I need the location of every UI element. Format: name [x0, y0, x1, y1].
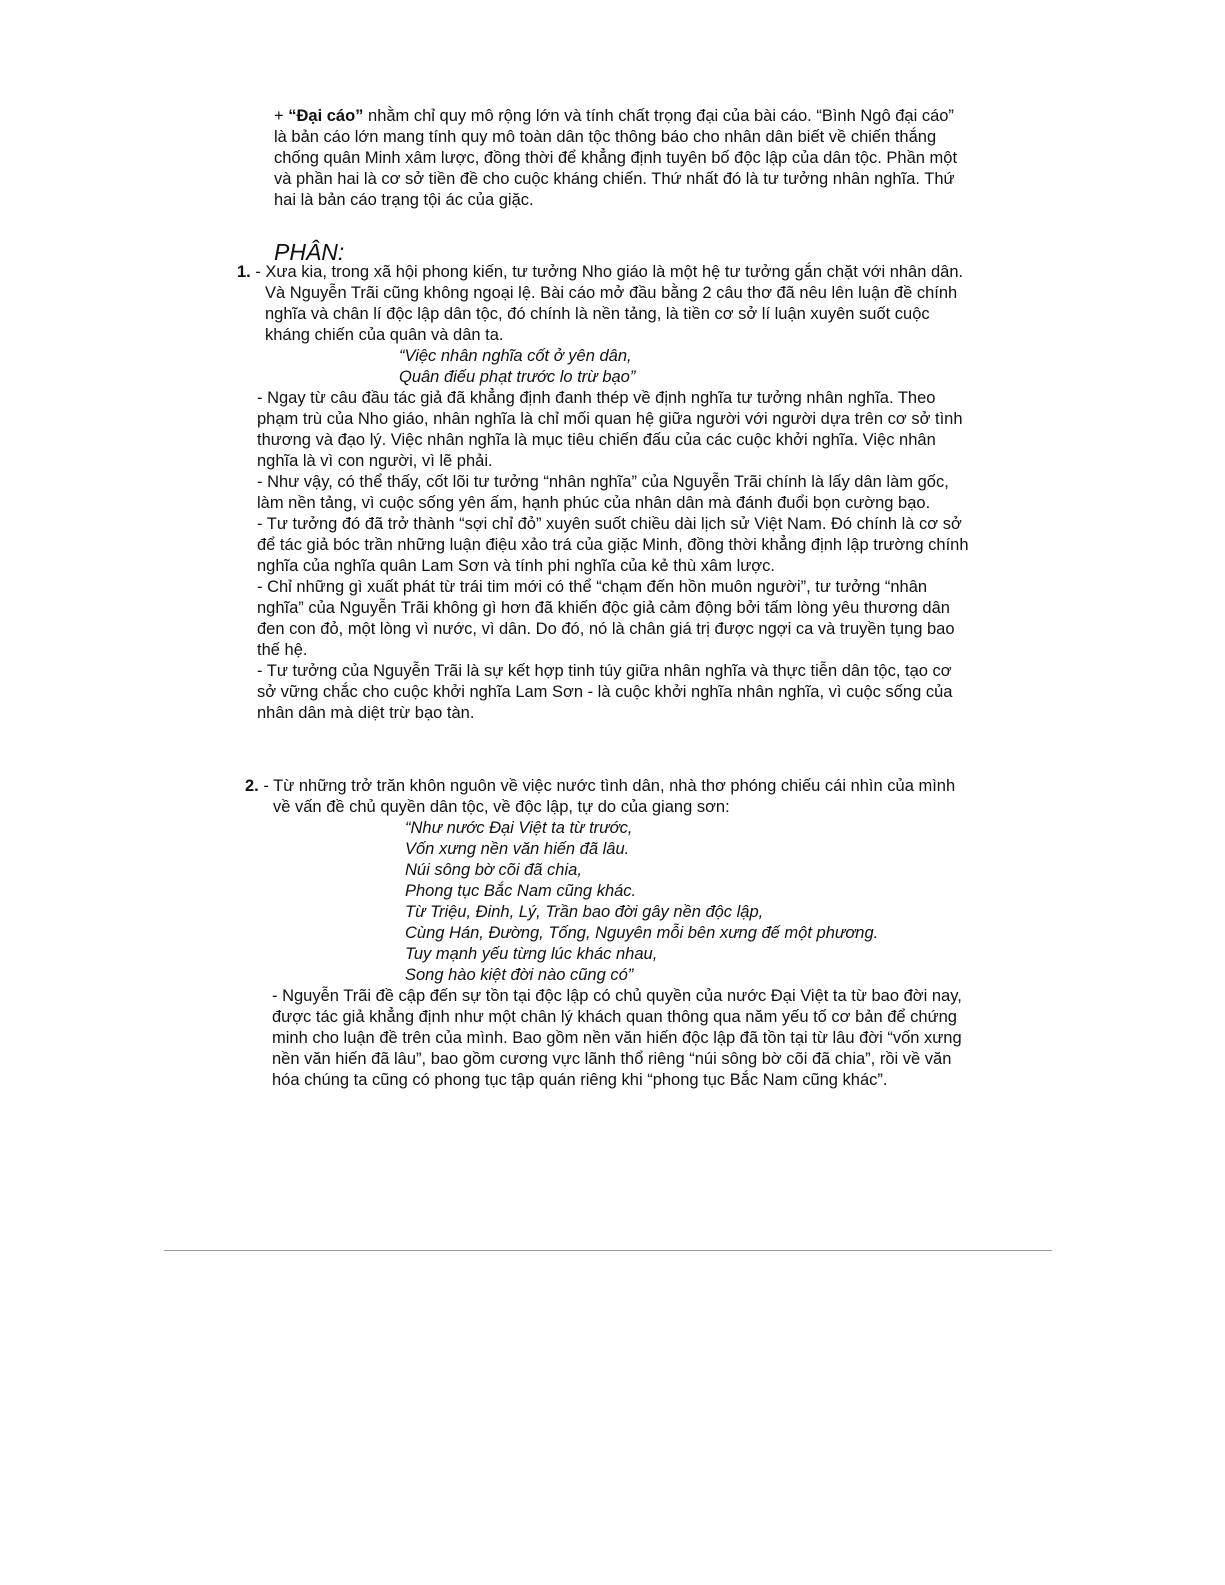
section-2-lead-text: - Từ những trở trăn khôn nguôn về việc nước tình dân, nhà thơ phóng chiếu cái nhìn của mình về vấn đề chủ quyền dân tộc, về độc lập, tự do của giang sơn: [258, 777, 956, 816]
poem-line: Vốn xưng nền văn hiến đã lâu. [405, 840, 630, 858]
section-2-poem [405, 818, 965, 986]
paragraph: - Như vậy, có thể thấy, cốt lõi tư tưởng “nhân nghĩa” của Nguyễn Trãi chính là lấy dân làm gốc, làm nền tảng, vì cuộc sống yên ấm, hạnh phúc của nhân dân mà đánh đuổi bọn cường bạo. [257, 473, 949, 512]
paragraph: - Chỉ những gì xuất phát từ trái tim mới có thể “chạm đến hồn muôn người”, tư tưởng “nhân nghĩa” của Nguyễn Trãi không gì hơn đã khiến độc giả cảm động bởi tấm lòng yêu thương dân đen con đỏ, một lòng vì nước, vì dân. Do đó, nó là chân giá trị được ngợi ca và truyền tụng bao thế hệ. [257, 578, 955, 659]
intro-paragraph [274, 106, 964, 211]
poem-line: Quân điếu phạt trước lo trừ bạo” [399, 368, 636, 386]
poem-line: Cùng Hán, Đường, Tống, Nguyên mỗi bên xưng đế một phương. [405, 924, 879, 942]
poem-line: Song hào kiệt đời nào cũng có” [405, 966, 634, 984]
paragraph: - Ngay từ câu đầu tác giả đã khẳng định đanh thép về định nghĩa tư tưởng nhân nghĩa. Theo phạm trù của Nho giáo, nhân nghĩa là chỉ mối quan hệ giữa người với người dựa trên cơ sở tình thương và đạo lý. Việc nhân nghĩa là mục tiêu chiến đấu của các cuộc khởi nghĩa. Việc nhân nghĩa là vì con người, vì lẽ phải. [257, 389, 963, 470]
poem-line: “Như nước Đại Việt ta từ trước, [405, 819, 633, 837]
section-2 [245, 776, 965, 1091]
section-heading: PHÂN: [274, 239, 345, 265]
intro-term: “Đại cáo” [288, 107, 364, 125]
section-1-lead [237, 262, 972, 346]
poem-line: Núi sông bờ cõi đã chia, [405, 861, 582, 879]
section-2-number: 2. [245, 777, 259, 795]
poem-line: Từ Triệu, Đinh, Lý, Trần bao đời gây nền độc lập, [405, 903, 764, 921]
intro-bullet: + [274, 107, 289, 125]
section-1 [237, 262, 972, 724]
section-1-number: 1. [237, 263, 251, 281]
paragraph: - Tư tưởng đó đã trở thành “sợi chỉ đỏ” xuyên suốt chiều dài lịch sử Việt Nam. Đó chính là cơ sở để tác giả bóc trần những luận điệu xảo trá của giặc Minh, đồng thời khẳng định lập trường chính nghĩa của nghĩa quân Lam Sơn và tính phi nghĩa của kẻ thù xâm lược. [257, 515, 969, 575]
section-2-lead [245, 776, 965, 818]
paragraph: - Tư tưởng của Nguyễn Trãi là sự kết hợp tinh túy giữa nhân nghĩa và thực tiễn dân tộc, tạo cơ sở vững chắc cho cuộc khởi nghĩa Lam Sơn - là cuộc khởi nghĩa nhân nghĩa, vì cuộc sống của nhân dân mà diệt trừ bạo tàn. [257, 662, 953, 722]
paragraph: - Nguyễn Trãi đề cập đến sự tồn tại độc lập có chủ quyền của nước Đại Việt ta từ bao đời nay, được tác giả khẳng định như một chân lý khách quan thông qua năm yếu tố cơ bản để chứng minh cho luận đề trên của mình. Bao gồm nền văn hiến độc lập đã tồn tại từ lâu đời “vốn xưng nền văn hiến đã lâu”, bao gồm cương vực lãnh thổ riêng “núi sông bờ cõi đã chia”, rồi về văn hóa chúng ta cũng có phong tục tập quán riêng khi “phong tục Bắc Nam cũng khác”. [272, 987, 962, 1089]
section-1-lead-text: - Xưa kia, trong xã hội phong kiến, tư tưởng Nho giáo là một hệ tư tưởng gắn chặt với nhân dân. Và Nguyễn Trãi cũng không ngoại lệ. Bài cáo mở đầu bằng 2 câu thơ đã nêu lên luận đề chính nghĩa và chân lí độc lập dân tộc, đó chính là nền tảng, là tiền cơ sở lí luận xuyên suốt cuộc kháng chiến của quân và dân ta. [250, 263, 964, 344]
poem-line: Tuy mạnh yếu từng lúc khác nhau, [405, 945, 658, 963]
section-1-poem [399, 346, 972, 388]
poem-line: Phong tục Bắc Nam cũng khác. [405, 882, 637, 900]
intro-text: nhằm chỉ quy mô rộng lớn và tính chất trọng đại của bài cáo. “Bình Ngô đại cáo” là bản cáo lớn mang tính quy mô toàn dân tộc thông báo cho nhân dân biết về chiến thắng chống quân Minh xâm lược, đồng thời để khẳng định tuyên bố độc lập của dân tộc. Phần một và phần hai là cơ sở tiền đề cho cuộc kháng chiến. Thứ nhất đó là tư tưởng nhân nghĩa. Thứ hai là bản cáo trạng tội ác của giặc. [274, 107, 958, 209]
footer-rule [164, 1250, 1052, 1251]
section-2-body [272, 986, 965, 1091]
section-1-body [257, 388, 972, 724]
poem-line: “Việc nhân nghĩa cốt ở yên dân, [399, 347, 632, 365]
